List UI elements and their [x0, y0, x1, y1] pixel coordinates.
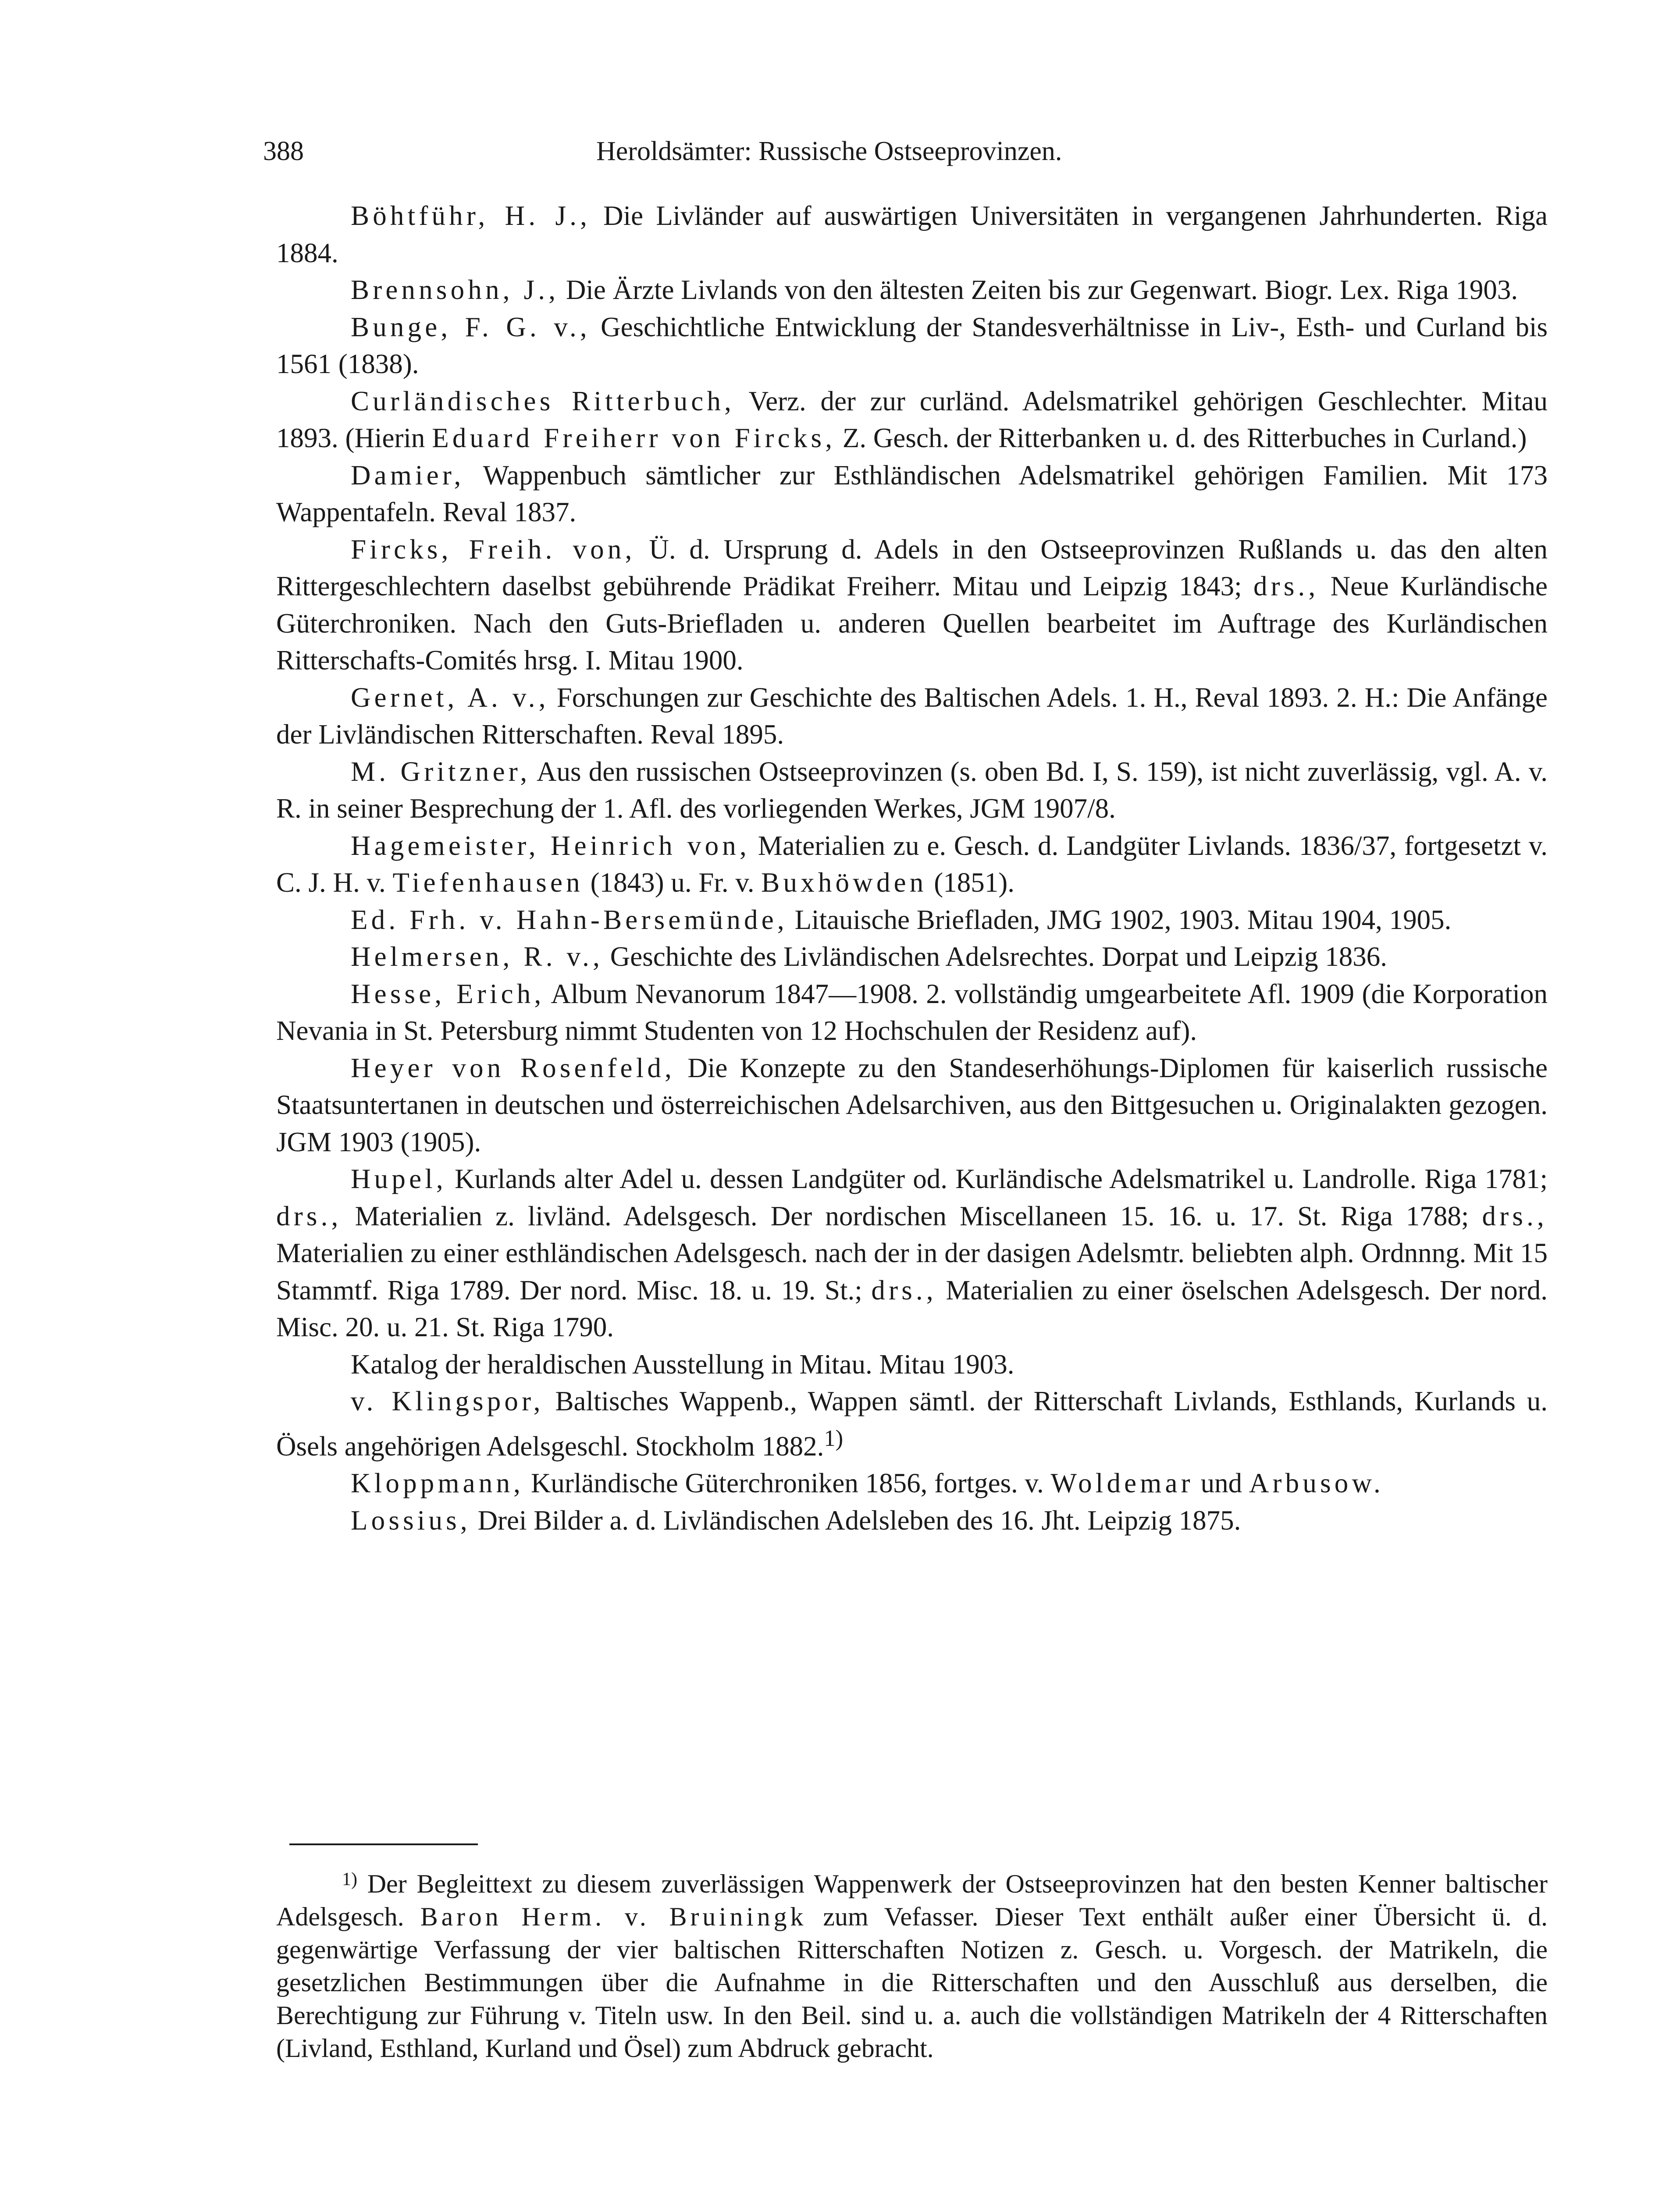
- entry-author: Brennsohn, J.,: [351, 274, 559, 305]
- entry-spaced-name: drs.,: [1253, 571, 1319, 601]
- entry-author: Bunge, F. G. v.,: [351, 311, 591, 342]
- bibliography-entry: [276, 531, 1548, 679]
- entry-author: Helmersen, R. v.,: [351, 941, 604, 972]
- bibliography-entry: [276, 383, 1548, 457]
- page-number: 388: [263, 136, 304, 166]
- bibliography-entry: [276, 1050, 1548, 1161]
- entry-text-continued: (1851).: [927, 867, 1014, 898]
- bibliography-entry: [276, 271, 1548, 309]
- bibliography-entry: [276, 827, 1548, 901]
- entry-text: Album Nevanorum 1847—1908. 2. vollständig umgearbeitete Afl. 1909 (die Korporation Nevania in St. Petersburg nimmt Studenten von 12 Hochschulen der Residenz auf).: [276, 978, 1548, 1046]
- footnote-text-continued: zum Vefasser. Dieser Text enthält außer einer Übersicht ü. d. gegenwärtige Verfassung der vier baltischen Ritterschaften Notizen z. Gesch. u. Vorgesch. der Matrikeln, die gesetzlichen Bestimmungen über die Aufnahme in die Ritterschaften und den Ausschluß aus derselben, die Berechtigung zur Führung v. Titeln usw. In den Beil. sind u. a. auch die vollständigen Matrikeln der 4 Ritterschaften (Livland, Esthland, Kurland und Ösel) zum Abdruck gebracht.: [276, 1902, 1548, 2063]
- bibliography-entry: [276, 457, 1548, 531]
- entry-text: Materialien zu e. Gesch. d. Landgüter Livlands. 1836/37, fortgesetzt v. C. J. H. v.: [276, 830, 1548, 898]
- bibliography-entry: [276, 938, 1548, 975]
- bibliography-entry: [276, 309, 1548, 383]
- bibliography-entry: [276, 1465, 1548, 1502]
- entry-spaced-name: Arbusow.: [1249, 1468, 1384, 1498]
- entry-author: Hagemeister, Heinrich von,: [351, 830, 750, 861]
- bibliography-entry: [276, 901, 1548, 939]
- entry-text: Forschungen zur Geschichte des Baltischen Adels. 1. H., Reval 1893. 2. H.: Die Anfänge der Livländischen Ritterschaften. Reval 1895.: [276, 682, 1548, 750]
- entry-text: Drei Bilder a. d. Livländischen Adelsleben des 16. Jht. Leipzig 1875.: [470, 1505, 1241, 1536]
- entry-text: Katalog der heraldischen Ausstellung in Mitau. Mitau 1903.: [351, 1349, 1014, 1380]
- bibliography-list: [276, 197, 1548, 1539]
- entry-text: Baltisches Wappenb., Wappen sämtl. der Ritterschaft Livlands, Esthlands, Kurlands u. Ösels angehörigen Adelsgeschl. Stockholm 1882.: [276, 1386, 1548, 1462]
- entry-text-continued: und: [1193, 1468, 1249, 1498]
- entry-text: Ü. d. Ursprung d. Adels in den Ostseeprovinzen Rußlands u. das den alten Rittergeschlechtern daselbst gebührende Prädikat Freiherr. Mitau und Leipzig 1843;: [276, 534, 1548, 601]
- entry-text: Litauische Briefladen, JMG 1902, 1903. Mitau 1904, 1905.: [787, 904, 1452, 935]
- bibliography-entry: [276, 1346, 1548, 1383]
- entry-spaced-name: drs.,: [871, 1274, 937, 1306]
- entry-text: Geschichtliche Entwicklung der Standesverhältnisse in Liv-, Esth- und Curland bis 1561 (1838).: [276, 311, 1548, 379]
- footnote: [276, 1863, 1548, 2065]
- bibliography-entry: [276, 975, 1548, 1050]
- footnote-spaced-name: Baron Herm. v. Bruiningk: [420, 1902, 807, 1931]
- footnote-text: Der Begleittext zu diesem zuverlässigen Wappenwerk der Ostseeprovinzen hat den besten Kenner baltischer Adelsgesch.: [276, 1869, 1548, 1931]
- entry-author: Curländisches Ritterbuch,: [351, 385, 735, 416]
- entry-text-continued: (1843) u. Fr. v.: [583, 867, 762, 898]
- entry-text: Kurlands alter Adel u. dessen Landgüter od. Kurländische Adelsmatrikel u. Landrolle. Riga 1781;: [446, 1164, 1548, 1194]
- bibliography-entry: [276, 197, 1548, 271]
- entry-author: Hesse, Erich,: [351, 978, 545, 1009]
- entry-spaced-name: Buxhöwden: [761, 867, 927, 898]
- entry-text: Geschichte des Livländischen Adelsrechtes. Dorpat und Leipzig 1836.: [603, 941, 1388, 972]
- entry-author: Heyer von Rosenfeld,: [351, 1052, 676, 1083]
- bibliography-entry: [276, 679, 1548, 753]
- entry-spaced-name: Eduard Freiherr von Fircks,: [432, 423, 836, 453]
- entry-author: Gernet, A. v.,: [351, 682, 549, 713]
- bibliography-entry: [276, 1502, 1548, 1539]
- entry-text: Die Livländer auf auswärtigen Universitäten in vergangenen Jahrhunderten. Riga 1884.: [276, 200, 1548, 268]
- bibliography-entry: [276, 753, 1548, 827]
- footnote-paragraph: [276, 1863, 1548, 2065]
- entry-author: M. Gritzner,: [351, 756, 531, 787]
- bibliography-entry: [276, 1160, 1548, 1346]
- bibliography-entry: [276, 1383, 1548, 1465]
- entry-spaced-name: Tiefenhausen: [392, 867, 584, 898]
- entry-text: Die Ärzte Livlands von den ältesten Zeiten bis zur Gegenwart. Biogr. Lex. Riga 1903.: [559, 274, 1518, 305]
- entry-spaced-name: drs.,: [276, 1200, 342, 1231]
- entry-author: Fircks, Freih. von,: [351, 534, 636, 565]
- footnote-divider: [289, 1843, 478, 1845]
- page-header: [263, 132, 1561, 171]
- running-title: Heroldsämter: Russische Ostseeprovinzen.: [596, 136, 1062, 166]
- entry-author: Böhtführ, H. J.,: [351, 200, 591, 231]
- footnote-reference: 1): [824, 1425, 844, 1451]
- entry-text-continued: Z. Gesch. der Ritterbanken u. d. des Ritterbuches in Curland.): [836, 423, 1527, 453]
- entry-text-continued: Materialien zu einer esthländischen Adelsgesch. nach der in der dasigen Adelsmtr. beliebten alph. Ordnnng. Mit 15 Stammtf. Riga 1789. Der nord. Misc. 18. u. 19. St.;: [276, 1238, 1548, 1306]
- entry-text: Verz. der zur curländ. Adelsmatrikel gehörigen Geschlechter. Mitau 1893. (Hierin: [276, 385, 1548, 453]
- entry-author: Hupel,: [351, 1164, 447, 1194]
- entry-text: Die Konzepte zu den Standeserhöhungs-Diplomen für kaiserlich russische Staatsuntertanen in deutschen und österreichischen Adelsarchiven, aus den Bittgesuchen u. Originalakten gezogen. JGM 1903 (1905).: [276, 1052, 1548, 1157]
- entry-author: v. Klingspor,: [351, 1386, 544, 1416]
- entry-author: Kloppmann,: [351, 1468, 524, 1498]
- entry-text-continued: Materialien zu einer öselschen Adelsgesch. Der nord. Misc. 20. u. 21. St. Riga 1790.: [276, 1274, 1548, 1342]
- entry-spaced-name: drs.,: [1482, 1200, 1548, 1231]
- entry-author: Damier,: [351, 459, 465, 491]
- entry-text-continued: Neue Kurländische Güterchroniken. Nach den Guts-Briefladen u. anderen Quellen bearbeitet im Auftrage des Kurländischen Ritterschafts-Comités hrsg. I. Mitau 1900.: [276, 571, 1548, 676]
- entry-author: Lossius,: [351, 1505, 471, 1536]
- entry-text: Kurländische Güterchroniken 1856, fortges. v.: [524, 1468, 1051, 1498]
- entry-spaced-name: Woldemar: [1050, 1468, 1194, 1498]
- entry-author: Ed. Frh. v. Hahn-Bersemünde,: [351, 904, 788, 935]
- entry-text: Aus den russischen Ostseeprovinzen (s. oben Bd. I, S. 159), ist nicht zuverlässig, vgl. A. v. R. in seiner Besprechung der 1. Afl. des vorliegenden Werkes, JGM 1907/8.: [276, 756, 1548, 824]
- entry-text-continued: Materialien z. livländ. Adelsgesch. Der nordischen Miscellaneen 15. 16. u. 17. St. Riga 1788;: [342, 1200, 1482, 1231]
- entry-text: Wappenbuch sämtlicher zur Esthländischen Adelsmatrikel gehörigen Familien. Mit 173 Wappentafeln. Reval 1837.: [276, 459, 1548, 527]
- footnote-mark: 1): [342, 1869, 357, 1890]
